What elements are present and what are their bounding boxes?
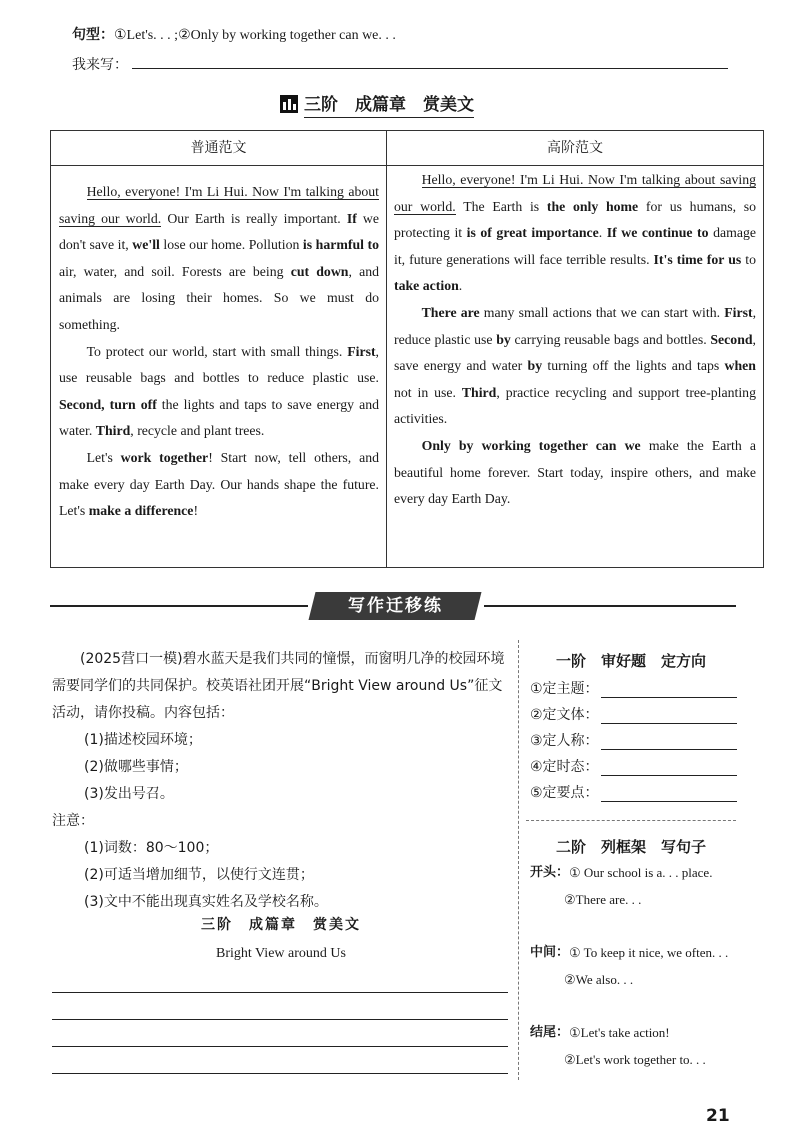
write-blank[interactable]: [132, 56, 728, 69]
stage3-heading: [280, 90, 474, 118]
check-person: ③定人称：: [530, 730, 737, 750]
sentence-pattern-line: [72, 24, 396, 44]
header-advanced-essay: 高阶范文: [387, 131, 763, 166]
task-note-2: (2)可适当增加细节，以使行文连贯；: [84, 867, 314, 883]
write-line: [72, 54, 728, 74]
check-topic: ①定主题：: [530, 678, 737, 698]
check-genre-blank[interactable]: [601, 711, 737, 724]
stage2-heading: 二阶 列框架 写句子: [555, 838, 706, 856]
task-intro: (2025营口一模)碧水蓝天是我们共同的憧憬，而窗明几净的校园环境需要同学们的共同保护。校英语社团开展“Bright View around Us”征文活动，请你投稿。内容包括：: [52, 651, 505, 721]
essay-title: Bright View around Us: [216, 946, 346, 961]
task-item-1: (1)描述校园环境；: [84, 732, 202, 748]
check-tense-blank[interactable]: [601, 763, 737, 776]
advanced-paragraph-1: Hello, everyone! I'm Li Hui. Now I'm talking about saving our world. The Earth is the only home for us humans, so protecting it is of great importance. If we continue to damage it, future generations will face terrible results. It's time for us to take action.: [394, 172, 757, 294]
basic-essay-text: [59, 179, 379, 525]
pattern-label: 句型：: [72, 27, 114, 43]
column-divider: [386, 131, 387, 567]
write-label: 我来写：: [72, 57, 128, 73]
writing-line[interactable]: [52, 1073, 508, 1074]
advanced-essay-text: [394, 167, 756, 513]
banner-title-box: [309, 592, 482, 620]
framework-middle: [530, 940, 740, 993]
writing-line[interactable]: [52, 1046, 508, 1047]
advanced-paragraph-3: Only by working together can we make the Earth a beautiful home forever. Start today, inspire others, and make every day Earth Day.: [394, 437, 756, 507]
check-points: ⑤定要点：: [530, 782, 737, 802]
header-basic-essay: 普通范文: [51, 131, 386, 166]
framework-opening: [530, 860, 740, 913]
opening-sentence-2: ②There are. . .: [564, 891, 642, 907]
task-note-label: 注意：: [52, 813, 94, 829]
task-item-3: (3)发出号召。: [84, 786, 174, 802]
basic-paragraph-2: To protect our world, start with small things. First, use reusable bags and bottles to reduce plastic use. Second, turn off the lights and taps to save energy and water. Third, recycle and plant trees.: [59, 343, 379, 439]
task-note-1: (1)词数：80～100；: [84, 840, 219, 856]
banner-rule-left: [50, 605, 308, 607]
task-item-2: (2)做哪些事情；: [84, 759, 188, 775]
task-stage3-heading: 三阶 成篇章 赏美文: [201, 917, 361, 933]
ending-label: 结尾：: [530, 1025, 570, 1040]
check-points-blank[interactable]: [601, 789, 737, 802]
ending-sentence-1: ①Let's take action!: [569, 1025, 670, 1040]
right-panel-separator: [526, 820, 736, 821]
writing-line[interactable]: [52, 1019, 508, 1020]
middle-sentence-1: ① To keep it nice, we often. . .: [569, 945, 729, 960]
writing-task: [52, 646, 510, 916]
opening-sentence-1: ① Our school is a. . . place.: [569, 865, 713, 880]
framework-ending: [530, 1020, 740, 1073]
writing-practice-banner: [50, 592, 736, 622]
check-genre: ②定文体：: [530, 704, 737, 724]
column-separator: [518, 640, 519, 1080]
bar-chart-icon: [280, 95, 298, 113]
task-note-3: (3)文中不能出现真实姓名及学校名称。: [84, 894, 328, 910]
check-tense: ④定时态：: [530, 756, 737, 776]
stage1-heading: 一阶 审好题 定方向: [555, 652, 706, 670]
ending-sentence-2: ②Let's work together to. . .: [564, 1051, 706, 1067]
banner-rule-right: [484, 605, 736, 607]
banner-title: 写作迁移练: [347, 596, 443, 616]
check-person-blank[interactable]: [601, 737, 737, 750]
basic-paragraph-1: Hello, everyone! I'm Li Hui. Now I'm talking about saving our world. Our Earth is really important. If we don't save it, we'll lose our home. Pollution is harmful to air, water, and soil. Forests are being cut down, and animals are losing their homes. So we must do something.: [59, 184, 380, 332]
advanced-paragraph-2: There are many small actions that we can start with. First, reduce plastic use by carrying reusable bags and bottles. Second, save energy and water by turning off the lights and taps when not in use. Third, practice recycling and support tree-planting activities.: [394, 304, 757, 427]
middle-label: 中间：: [530, 945, 570, 960]
model-essay-table: [50, 130, 764, 568]
writing-line[interactable]: [52, 992, 508, 993]
opening-label: 开头：: [530, 865, 570, 880]
page-number: 21: [706, 1106, 730, 1126]
basic-paragraph-3: Let's work together! Start now, tell others, and make every day Earth Day. Our hands shape the future. Let's make a difference!: [59, 449, 379, 519]
stage3-title: 三阶 成篇章 赏美文: [304, 90, 474, 118]
pattern-text: ①Let's. . . ;②Only by working together can we. . .: [114, 28, 396, 43]
middle-sentence-2: ②We also. . .: [564, 971, 634, 987]
check-topic-blank[interactable]: [601, 685, 737, 698]
